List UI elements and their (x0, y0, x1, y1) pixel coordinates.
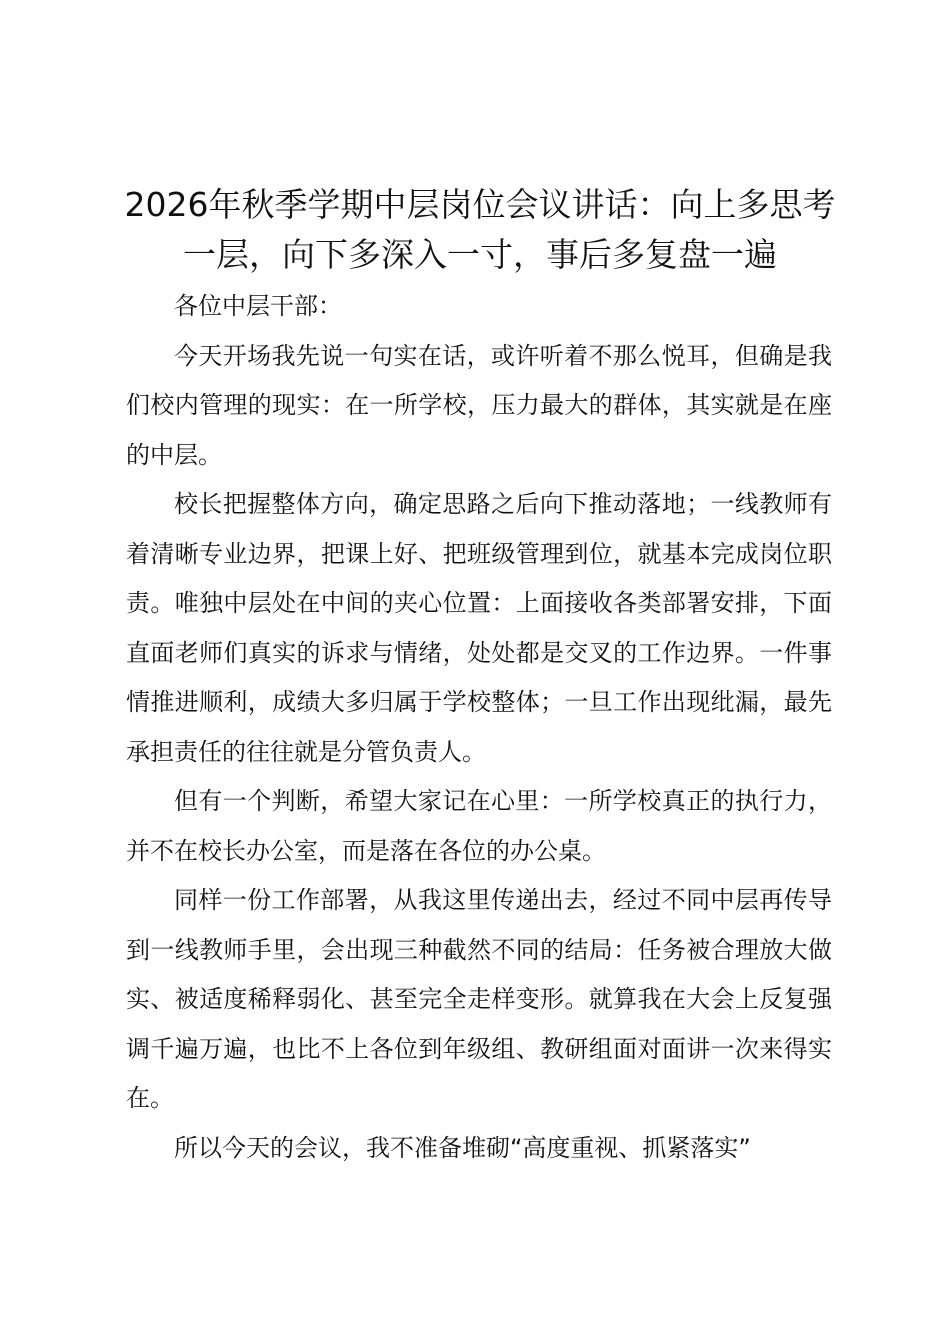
paragraph-salutation: 各位中层干部： (174, 292, 342, 320)
paragraph: 但有一个判断，希望大家记在心里：一所学校真正的执行力，并不在校长办公室，而是落在各位的办公桌。 (126, 787, 832, 865)
document-title: 2026年秋季学期中层岗位会议讲话：向上多思考一层，向下多深入一寸，事后多复盘一遍 (124, 185, 836, 274)
paragraph: 校长把握整体方向，确定思路之后向下推动落地；一线教师有着清晰专业边界，把课上好、把班级管理到位，就基本完成岗位职责。唯独中层处在中间的夹心位置：上面接收各类部署安排，下面直面老师们真实的诉求与情绪，处处都是交叉的工作边界。一件事情推进顺利，成绩大多归属于学校整体；一旦工作出现纰漏，最先承担责任的往往就是分管负责人。 (126, 490, 832, 766)
paragraph: 所以今天的会议，我不准备堆砌“高度重视、抓紧落实” (174, 1133, 751, 1162)
document-body (126, 282, 832, 1173)
paragraph: 同样一份工作部署，从我这里传递出去，经过不同中层再传导到一线教师手里，会出现三种截然不同的结局：任务被合理放大做实、被适度稀释弱化、甚至完全走样变形。就算我在大会上反复强调千遍万遍，也比不上各位到年级组、教研组面对面讲一次来得实在。 (126, 886, 832, 1112)
paragraph: 今天开场我先说一句实在话，或许听着不那么悦耳，但确是我们校内管理的现实：在一所学校，压力最大的群体，其实就是在座的中层。 (126, 341, 832, 469)
